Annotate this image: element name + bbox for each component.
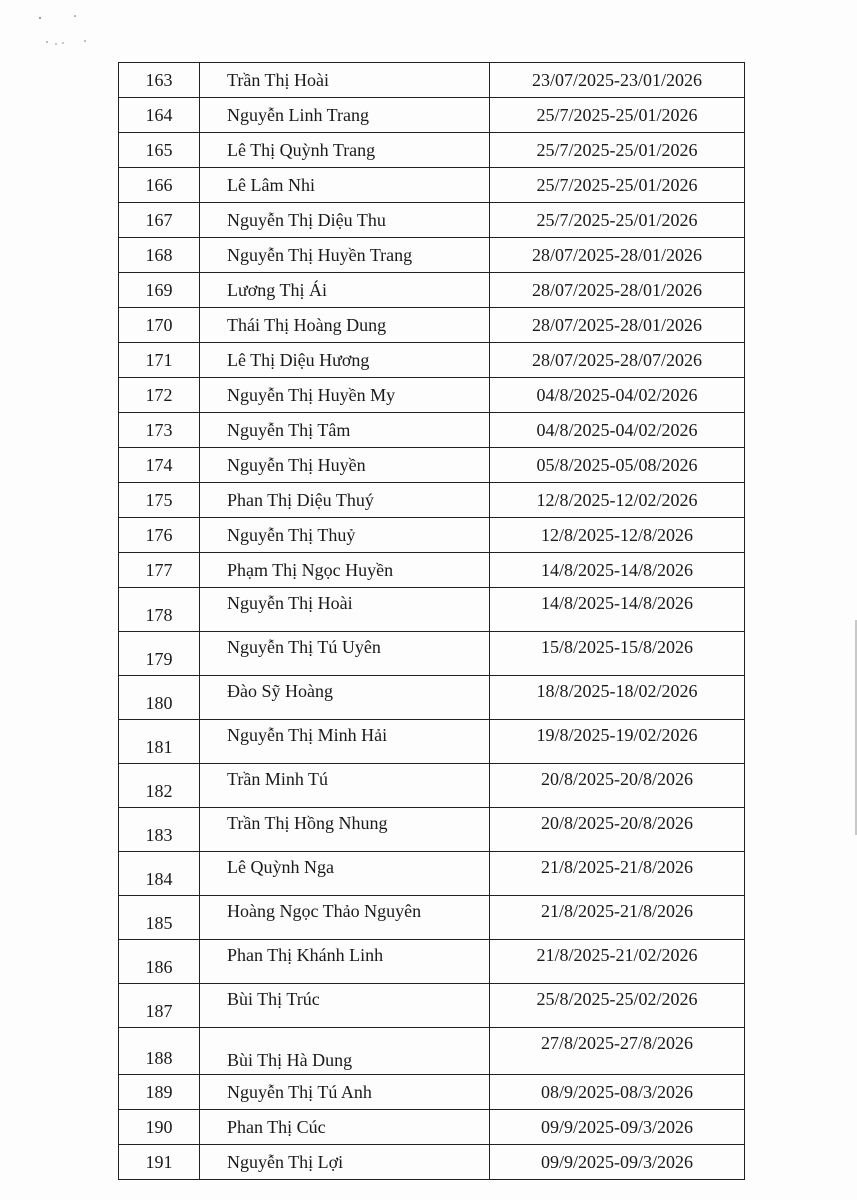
period-cell: 18/8/2025-18/02/2026 bbox=[490, 676, 745, 720]
stt-cell: 184 bbox=[119, 852, 200, 896]
period-cell: 28/07/2025-28/01/2026 bbox=[490, 308, 745, 343]
stt-cell: 168 bbox=[119, 238, 200, 273]
period-cell: 20/8/2025-20/8/2026 bbox=[490, 764, 745, 808]
stt-cell: 170 bbox=[119, 308, 200, 343]
period-cell: 12/8/2025-12/8/2026 bbox=[490, 518, 745, 553]
table-row bbox=[119, 1028, 745, 1075]
name-cell: Lê Thị Quỳnh Trang bbox=[200, 133, 490, 168]
period-cell: 08/9/2025-08/3/2026 bbox=[490, 1075, 745, 1110]
name-cell: Nguyễn Thị Huyền bbox=[200, 448, 490, 483]
period-cell: 23/07/2025-23/01/2026 bbox=[490, 63, 745, 98]
name-cell: Hoàng Ngọc Thảo Nguyên bbox=[200, 896, 490, 940]
table-row bbox=[119, 553, 745, 588]
stt-cell: 164 bbox=[119, 98, 200, 133]
table-row bbox=[119, 343, 745, 378]
name-cell: Trần Minh Tú bbox=[200, 764, 490, 808]
table-row bbox=[119, 852, 745, 896]
stt-cell: 180 bbox=[119, 676, 200, 720]
name-cell: Nguyễn Thị Hoài bbox=[200, 588, 490, 632]
name-cell: Nguyễn Thị Huyền Trang bbox=[200, 238, 490, 273]
period-cell: 04/8/2025-04/02/2026 bbox=[490, 413, 745, 448]
period-cell: 28/07/2025-28/01/2026 bbox=[490, 273, 745, 308]
stt-cell: 176 bbox=[119, 518, 200, 553]
table-row bbox=[119, 308, 745, 343]
period-cell: 28/07/2025-28/01/2026 bbox=[490, 238, 745, 273]
name-cell: Thái Thị Hoàng Dung bbox=[200, 308, 490, 343]
table-row bbox=[119, 896, 745, 940]
stt-cell: 183 bbox=[119, 808, 200, 852]
table-row bbox=[119, 203, 745, 238]
table-row bbox=[119, 133, 745, 168]
table-row bbox=[119, 588, 745, 632]
period-cell: 21/8/2025-21/02/2026 bbox=[490, 940, 745, 984]
stt-cell: 187 bbox=[119, 984, 200, 1028]
name-cell: Nguyễn Thị Diệu Thu bbox=[200, 203, 490, 238]
table-row bbox=[119, 63, 745, 98]
table-row bbox=[119, 632, 745, 676]
period-cell: 09/9/2025-09/3/2026 bbox=[490, 1110, 745, 1145]
period-cell: 25/8/2025-25/02/2026 bbox=[490, 984, 745, 1028]
stt-cell: 189 bbox=[119, 1075, 200, 1110]
stt-cell: 181 bbox=[119, 720, 200, 764]
period-cell: 09/9/2025-09/3/2026 bbox=[490, 1145, 745, 1180]
stt-cell: 165 bbox=[119, 133, 200, 168]
stt-cell: 166 bbox=[119, 168, 200, 203]
period-cell: 25/7/2025-25/01/2026 bbox=[490, 98, 745, 133]
period-cell: 19/8/2025-19/02/2026 bbox=[490, 720, 745, 764]
stt-cell: 182 bbox=[119, 764, 200, 808]
name-cell: Trần Thị Hoài bbox=[200, 63, 490, 98]
stt-cell: 190 bbox=[119, 1110, 200, 1145]
employee-table bbox=[118, 62, 745, 1180]
stt-cell: 191 bbox=[119, 1145, 200, 1180]
period-cell: 05/8/2025-05/08/2026 bbox=[490, 448, 745, 483]
period-cell: 21/8/2025-21/8/2026 bbox=[490, 896, 745, 940]
name-cell: Bùi Thị Trúc bbox=[200, 984, 490, 1028]
stt-cell: 172 bbox=[119, 378, 200, 413]
table-row bbox=[119, 448, 745, 483]
period-cell: 21/8/2025-21/8/2026 bbox=[490, 852, 745, 896]
table-row bbox=[119, 720, 745, 764]
name-cell: Nguyễn Thị Huyền My bbox=[200, 378, 490, 413]
period-cell: 20/8/2025-20/8/2026 bbox=[490, 808, 745, 852]
stt-cell: 167 bbox=[119, 203, 200, 238]
period-cell: 27/8/2025-27/8/2026 bbox=[490, 1028, 745, 1075]
table-row bbox=[119, 483, 745, 518]
period-cell: 25/7/2025-25/01/2026 bbox=[490, 203, 745, 238]
period-cell: 14/8/2025-14/8/2026 bbox=[490, 553, 745, 588]
name-cell: Nguyễn Thị Minh Hải bbox=[200, 720, 490, 764]
stt-cell: 169 bbox=[119, 273, 200, 308]
name-cell: Đào Sỹ Hoàng bbox=[200, 676, 490, 720]
table-row bbox=[119, 168, 745, 203]
stt-cell: 186 bbox=[119, 940, 200, 984]
stt-cell: 179 bbox=[119, 632, 200, 676]
table-row bbox=[119, 378, 745, 413]
name-cell: Phan Thị Diệu Thuý bbox=[200, 483, 490, 518]
table-row bbox=[119, 1110, 745, 1145]
name-cell: Lê Quỳnh Nga bbox=[200, 852, 490, 896]
name-cell: Nguyễn Thị Tú Anh bbox=[200, 1075, 490, 1110]
name-cell: Nguyễn Thị Tú Uyên bbox=[200, 632, 490, 676]
period-cell: 14/8/2025-14/8/2026 bbox=[490, 588, 745, 632]
name-cell: Nguyễn Thị Tâm bbox=[200, 413, 490, 448]
period-cell: 04/8/2025-04/02/2026 bbox=[490, 378, 745, 413]
period-cell: 15/8/2025-15/8/2026 bbox=[490, 632, 745, 676]
stt-cell: 178 bbox=[119, 588, 200, 632]
stt-cell: 185 bbox=[119, 896, 200, 940]
period-cell: 25/7/2025-25/01/2026 bbox=[490, 133, 745, 168]
stt-cell: 173 bbox=[119, 413, 200, 448]
table-row bbox=[119, 413, 745, 448]
stt-cell: 188 bbox=[119, 1028, 200, 1075]
name-cell: Phan Thị Khánh Linh bbox=[200, 940, 490, 984]
table-row bbox=[119, 984, 745, 1028]
table-row bbox=[119, 764, 745, 808]
table-row bbox=[119, 1145, 745, 1180]
period-cell: 25/7/2025-25/01/2026 bbox=[490, 168, 745, 203]
name-cell: Trần Thị Hồng Nhung bbox=[200, 808, 490, 852]
table-row bbox=[119, 808, 745, 852]
name-cell: Nguyễn Linh Trang bbox=[200, 98, 490, 133]
period-cell: 12/8/2025-12/02/2026 bbox=[490, 483, 745, 518]
name-cell: Phạm Thị Ngọc Huyền bbox=[200, 553, 490, 588]
name-cell: Phan Thị Cúc bbox=[200, 1110, 490, 1145]
stt-cell: 177 bbox=[119, 553, 200, 588]
table-row bbox=[119, 238, 745, 273]
name-cell: Lê Thị Diệu Hương bbox=[200, 343, 490, 378]
stt-cell: 171 bbox=[119, 343, 200, 378]
table-body bbox=[119, 63, 745, 1180]
stt-cell: 175 bbox=[119, 483, 200, 518]
scan-specks bbox=[36, 14, 96, 54]
table-row bbox=[119, 940, 745, 984]
name-cell: Bùi Thị Hà Dung bbox=[200, 1028, 490, 1075]
table-row bbox=[119, 273, 745, 308]
name-cell: Nguyễn Thị Thuỷ bbox=[200, 518, 490, 553]
table-row bbox=[119, 676, 745, 720]
stt-cell: 163 bbox=[119, 63, 200, 98]
name-cell: Lê Lâm Nhi bbox=[200, 168, 490, 203]
name-cell: Lương Thị Ái bbox=[200, 273, 490, 308]
name-cell: Nguyễn Thị Lợi bbox=[200, 1145, 490, 1180]
table-row bbox=[119, 518, 745, 553]
table-row bbox=[119, 1075, 745, 1110]
stt-cell: 174 bbox=[119, 448, 200, 483]
table-row bbox=[119, 98, 745, 133]
period-cell: 28/07/2025-28/07/2026 bbox=[490, 343, 745, 378]
